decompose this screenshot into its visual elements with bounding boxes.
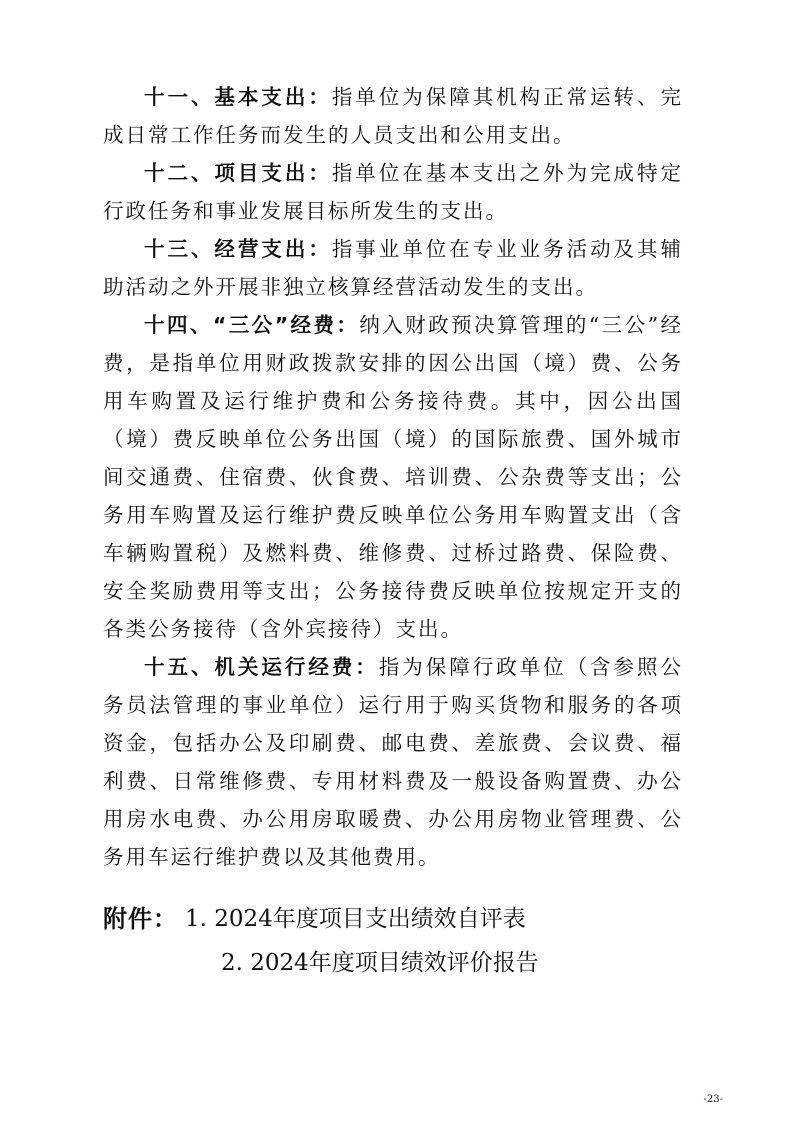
attachments-section (103, 897, 703, 985)
attachment-row (103, 897, 703, 941)
definition-term: 十四、“三公”经费： (144, 313, 360, 337)
definition-text: 指单位在基本支出之外为完成特定行政任务和事业发展目标所发生的支出。 (103, 161, 684, 223)
attachments-label: 附件： (103, 905, 178, 933)
definition-text: 纳入财政预决算管理的“三公”经费，是指单位用财政拨款安排的因公出国（境）费、公务用车购置及运行维护费和公务接待费。其中，因公出国（境）费反映单位公务出国（境）的国际旅费、国外城市间交通费、住宿费、伙食费、培训费、公杂费等支出；公务用车购置及运行维护费反映单位公务用车购置支出（含车辆购置税）及燃料费、维修费、过桥过路费、保险费、安全奖励费用等支出；公务接待费反映单位按规定开支的各类公务接待（含外宾接待）支出。 (103, 313, 683, 641)
definition-paragraph-14 (103, 306, 683, 648)
definition-term: 十一、基本支出： (144, 85, 332, 109)
definition-term: 十三、经营支出： (144, 237, 332, 261)
page-number: -23- (703, 1094, 723, 1105)
attachment-item: 2. 2024年度项目绩效评价报告 (221, 950, 539, 976)
definition-paragraph-15 (103, 648, 683, 876)
definition-term: 十二、项目支出： (144, 161, 332, 185)
definition-term: 十五、机关运行经费： (144, 655, 379, 679)
definition-text: 指单位为保障其机构正常运转、完成日常工作任务而发生的人员支出和公用支出。 (103, 85, 684, 147)
definitions-section (103, 78, 683, 876)
definition-paragraph-13 (103, 230, 683, 306)
definition-text: 指为保障行政单位（含参照公务员法管理的事业单位）运行用于购买货物和服务的各项资金，包括办公及印刷费、邮电费、差旅费、会议费、福利费、日常维修费、专用材料费及一般设备购置费、办公用房水电费、办公用房取暖费、办公用房物业管理费、公务用车运行维护费以及其他费用。 (103, 655, 684, 869)
definition-paragraph-12 (103, 154, 683, 230)
attachment-row (103, 941, 703, 985)
attachment-item: 1. 2024年度项目支出绩效自评表 (185, 906, 526, 932)
definition-paragraph-11 (103, 78, 683, 154)
definition-text: 指事业单位在专业业务活动及其辅助活动之外开展非独立核算经营活动发生的支出。 (103, 237, 684, 299)
